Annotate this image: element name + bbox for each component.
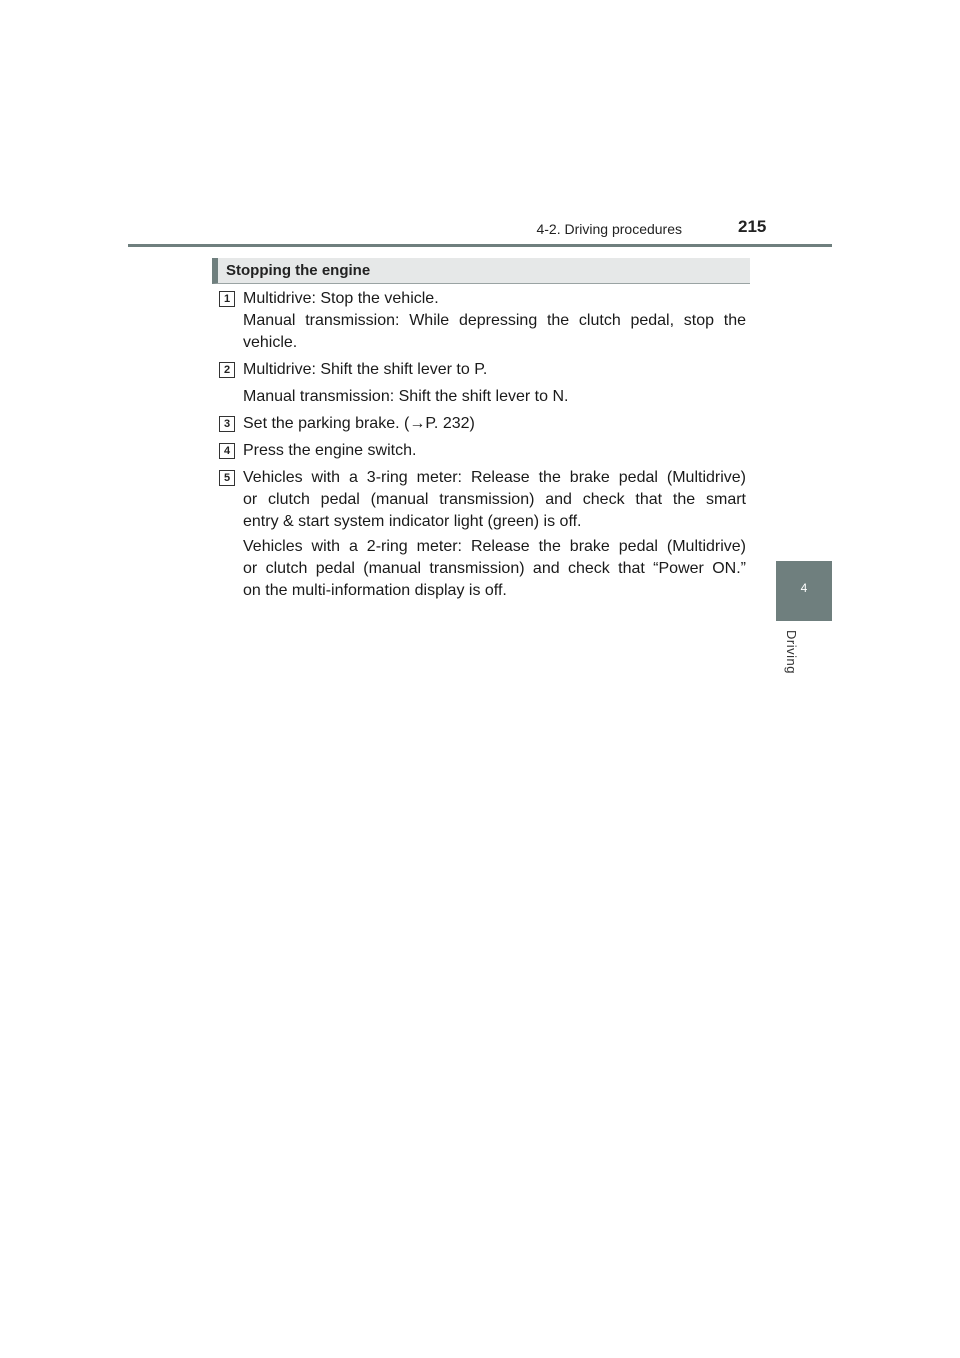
step-1-line-3: vehicle. xyxy=(243,334,298,351)
step-3-line-1: Set the parking brake. (→P. 232) xyxy=(243,415,475,432)
section-heading-text: Stopping the engine xyxy=(226,262,371,279)
step-5-line-4: Vehicles with a 2-ring meter: Release the brake pedal (Multidrive) xyxy=(243,538,746,555)
step-4-line-1: Press the engine switch. xyxy=(243,442,417,459)
step-5-line-2: or clutch pedal (manual transmission) and check that the smart xyxy=(243,491,746,508)
step-5-line-6: on the multi-information display is off. xyxy=(243,582,507,599)
step-1-line-1: Multidrive: Stop the vehicle. xyxy=(243,290,439,307)
step-5-line-5: or clutch pedal (manual transmission) and check that “Power ON.” xyxy=(243,560,746,577)
step-marker-4: 4 xyxy=(219,443,235,459)
header-rule xyxy=(128,244,832,247)
section-heading xyxy=(212,258,750,284)
step-5-line-1: Vehicles with a 3-ring meter: Release the brake pedal (Multidrive) xyxy=(243,469,746,486)
step-marker-5: 5 xyxy=(219,470,235,486)
header-section: 4-2. Driving procedures xyxy=(536,221,682,237)
step-5-line-3: entry & start system indicator light (green) is off. xyxy=(243,513,582,530)
step-marker-2: 2 xyxy=(219,362,235,378)
page-number: 215 xyxy=(738,217,767,236)
chapter-tab xyxy=(776,561,832,621)
step-2-line-2: Manual transmission: Shift the shift lever to N. xyxy=(243,388,569,405)
step-1-line-2: Manual transmission: While depressing the clutch pedal, stop the xyxy=(243,312,746,329)
step-marker-1: 1 xyxy=(219,291,235,307)
chapter-tab-number: 4 xyxy=(800,581,808,595)
chapter-tab-label: Driving xyxy=(784,630,799,674)
step-2-line-1: Multidrive: Shift the shift lever to P. xyxy=(243,361,488,378)
step-marker-3: 3 xyxy=(219,416,235,432)
